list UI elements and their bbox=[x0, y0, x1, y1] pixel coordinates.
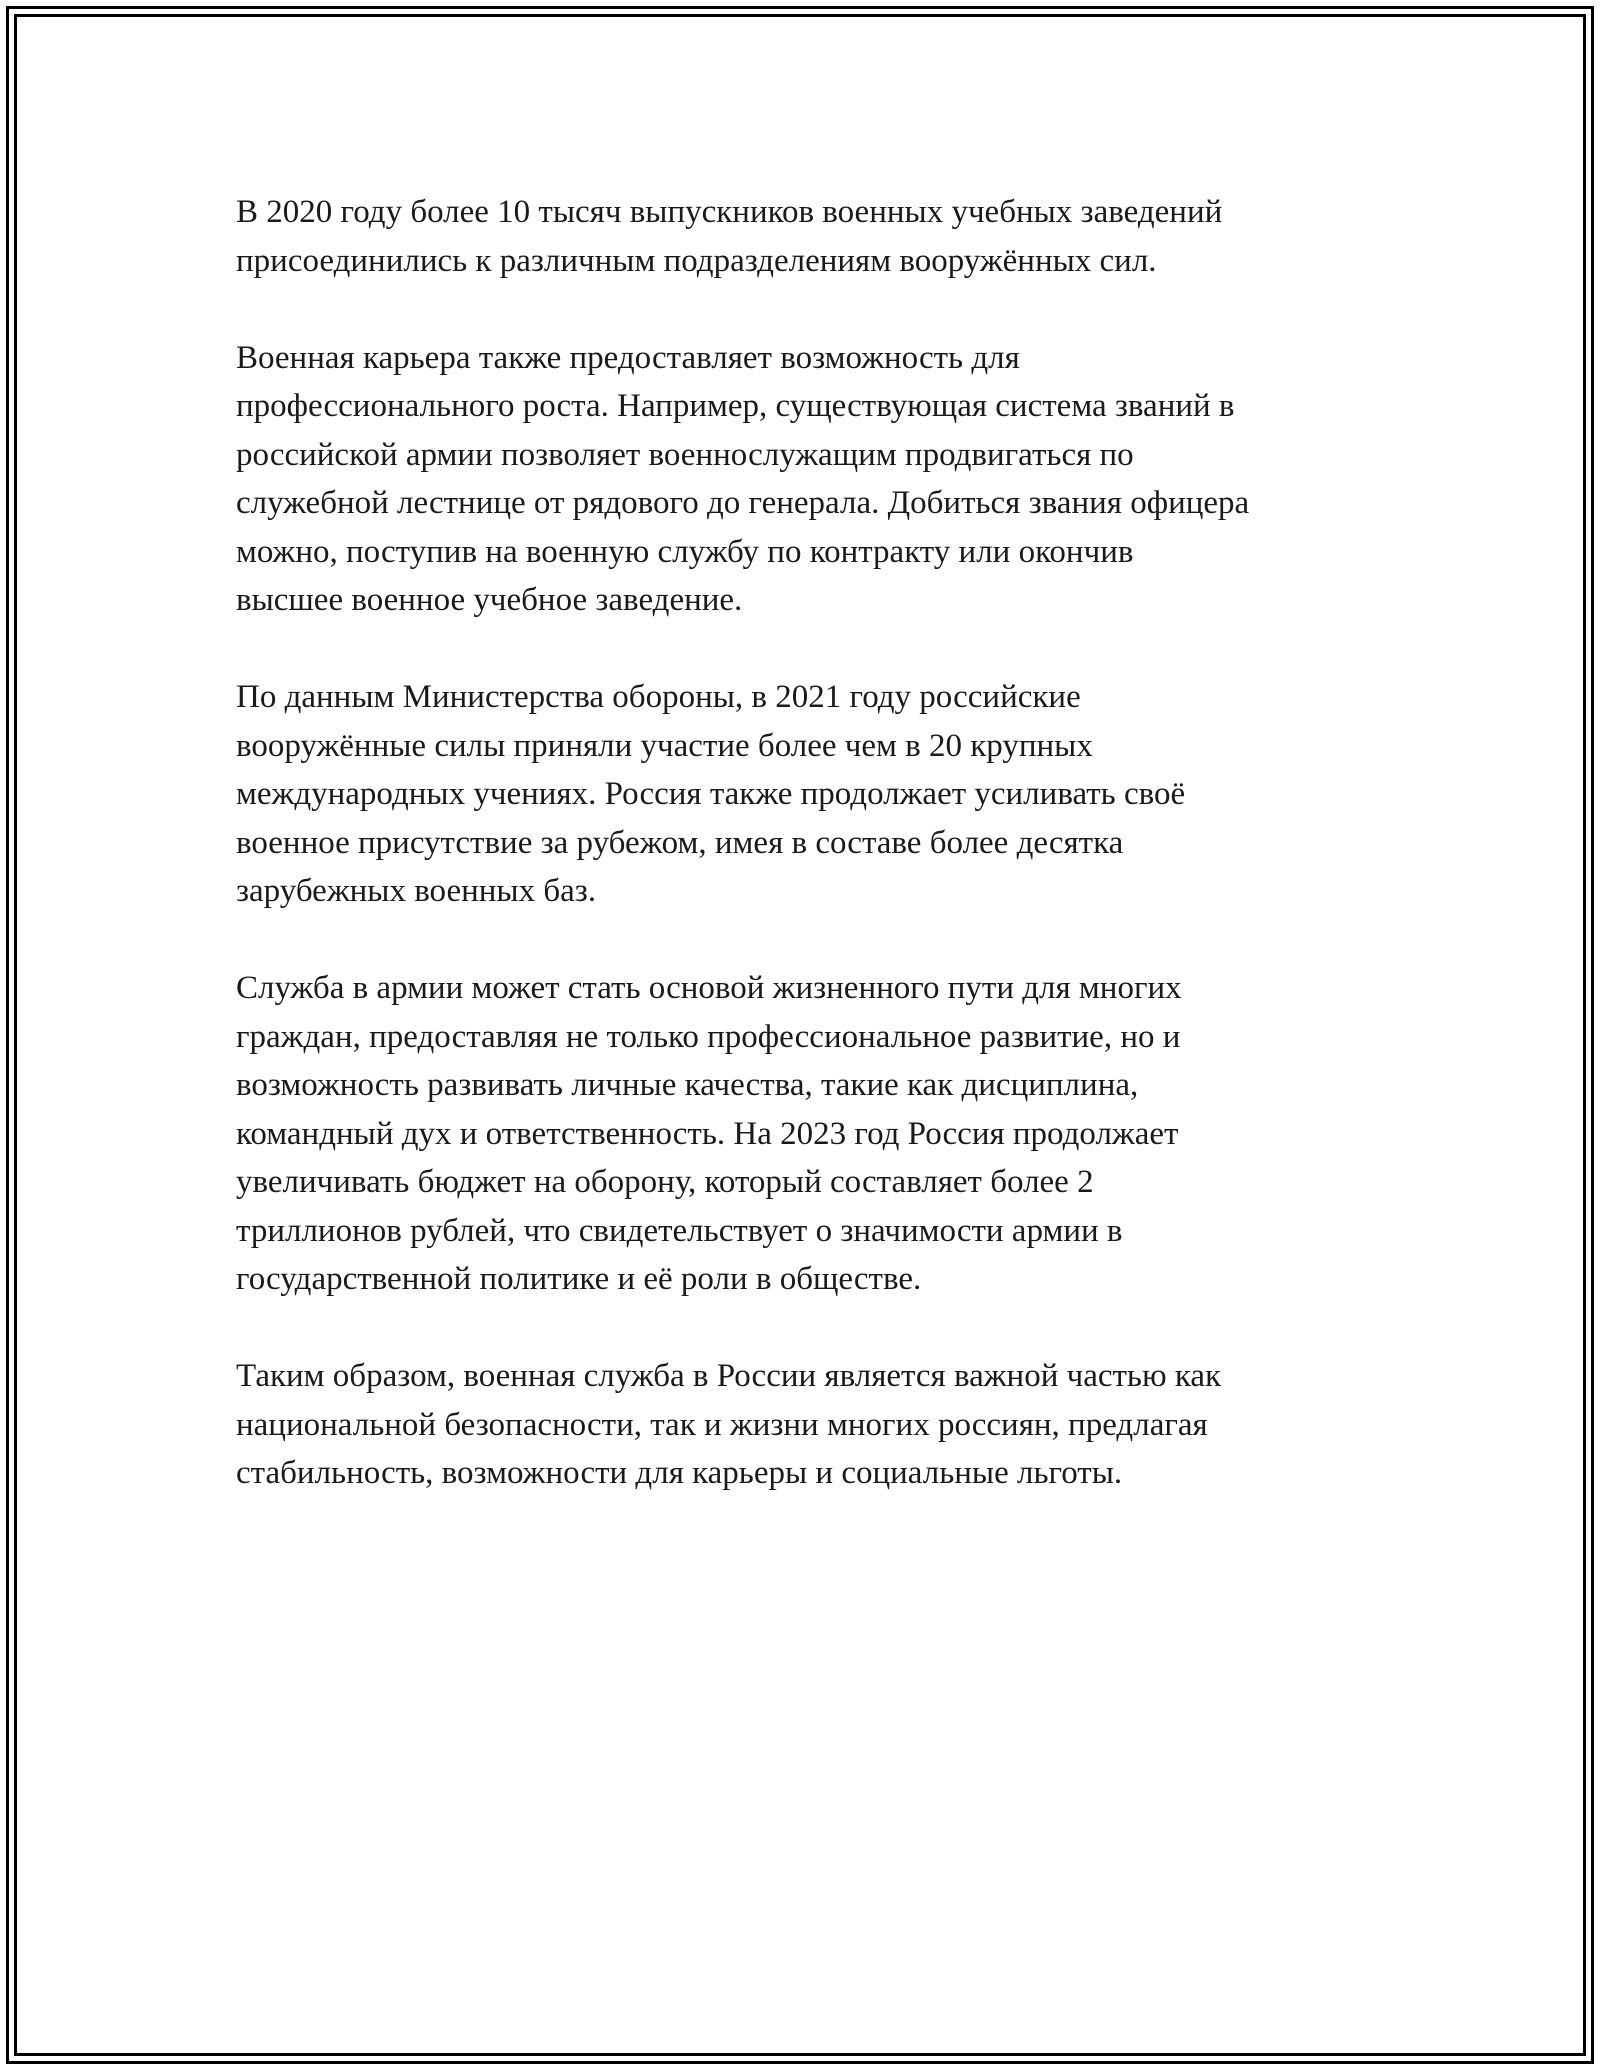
paragraph-graduates: В 2020 году более 10 тысяч выпускников военных учебных заведений присоединились к различным подразделениям вооружённых сил. bbox=[236, 194, 1223, 279]
document-body bbox=[236, 188, 1396, 1546]
paragraph-conclusion: Таким образом, военная служба в России является важной частью как национальной безопасности, так и жизни многих россиян, предлагая стабильность, возможности для карьеры и социальные льготы. bbox=[236, 1358, 1222, 1491]
paragraph-career-growth: Военная карьера также предоставляет возможность для профессионального роста. Например, существующая система званий в российской армии позволяет военнослужащим продвигаться по служебной лестнице от рядового до генерала. Добиться звания офицера можно, поступив на военную службу по контракту или окончив высшее военное учебное заведение. bbox=[236, 339, 1250, 618]
paragraph-army-service: Служба в армии может стать основой жизненного пути для многих граждан, предоставляя не только профессиональное развитие, но и возможность развивать личные качества, такие как дисциплина, командный дух и ответственность. На 2023 год Россия продолжает увеличивать бюджет на оборону, который составляет более 2 триллионов рублей, что свидетельствует о значимости армии в государственной политике и её роли в обществе. bbox=[236, 970, 1182, 1297]
paragraph-international-exercises: По данным Министерства обороны, в 2021 году российские вооружённые силы приняли участие более чем в 20 крупных международных учениях. Россия также продолжает усиливать своё военное присутствие за рубежом, имея в составе более десятка зарубежных военных баз. bbox=[236, 679, 1186, 909]
